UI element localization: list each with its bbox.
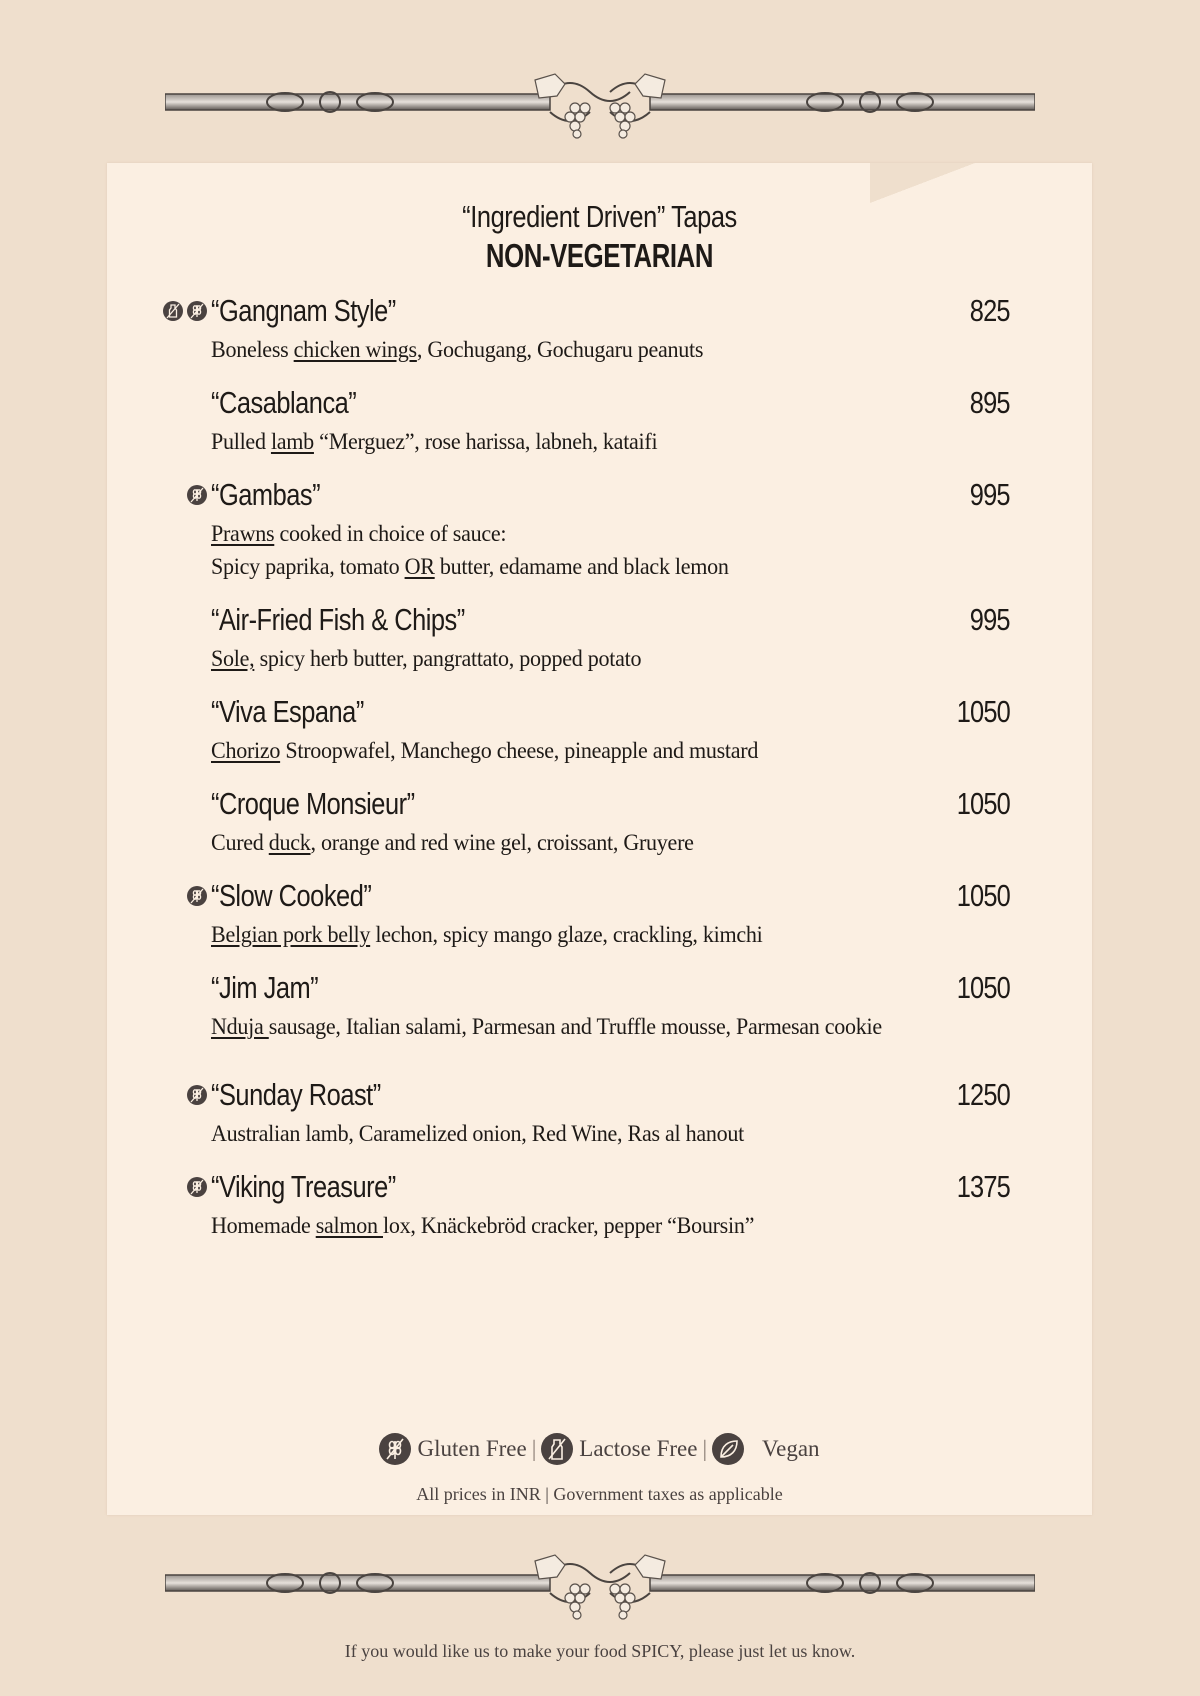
menu-item-description [211, 554, 729, 580]
menu-item-price: 1050 [956, 878, 1010, 913]
menu-item-price: 1250 [956, 1077, 1010, 1112]
highlighted-ingredient: Chorizo [211, 738, 281, 763]
legend-lactose-free-label: Lactose Free [579, 1436, 698, 1461]
top-ornament-divider [165, 72, 1035, 142]
menu-item-description [211, 1213, 754, 1239]
price-tax-note: All prices in INR | Government taxes as applicable [416, 1484, 783, 1504]
menu-item-description [211, 830, 694, 856]
legend-vegan-label: Vegan [762, 1436, 820, 1461]
legend-separator: | [531, 1436, 537, 1461]
menu-item-price: 1050 [956, 970, 1010, 1005]
highlighted-ingredient: lamb [270, 429, 314, 454]
menu-item-description [211, 429, 657, 455]
description-text: Stroopwafel, Manchego cheese, pineapple and mustard [280, 738, 759, 763]
highlighted-ingredient: chicken wings [293, 337, 417, 362]
menu-section-title: NON-VEGETARIAN [485, 237, 714, 274]
highlighted-ingredient: Sole, [211, 646, 255, 671]
gluten-free-icon [187, 886, 207, 906]
description-text: Homemade [211, 1213, 316, 1238]
dietary-icons [187, 1177, 207, 1197]
gluten-free-icon [187, 1085, 207, 1105]
highlighted-ingredient: Prawns [211, 521, 275, 546]
menu-item-name: “Gangnam Style” [211, 293, 396, 328]
menu-item-name: “Croque Monsieur” [211, 786, 415, 821]
highlighted-ingredient: duck [268, 830, 311, 855]
menu-item-price: 1050 [956, 694, 1010, 729]
highlighted-ingredient: Belgian pork belly [211, 922, 371, 947]
description-text: Pulled [211, 429, 271, 454]
menu-item-name: “Slow Cooked” [211, 878, 372, 913]
description-text: Cured [211, 830, 269, 855]
gluten-free-icon [379, 1433, 411, 1465]
description-text: Spicy paprika, tomato [211, 554, 405, 579]
menu-panel [107, 163, 1092, 1515]
menu-subtitle: “Ingredient Driven” Tapas [462, 199, 737, 234]
menu-item-price: 995 [970, 477, 1010, 512]
vine-ornament-icon [165, 72, 1035, 142]
menu-item-description [211, 738, 758, 764]
vegan-leaf-icon [712, 1433, 744, 1465]
dietary-icons [187, 1085, 207, 1105]
gluten-free-icon [187, 301, 207, 321]
menu-item-description [211, 521, 506, 547]
description-text: , orange and red wine gel, croissant, Gruyere [310, 830, 694, 855]
description-text: , Gochugang, Gochugaru peanuts [416, 337, 704, 362]
menu-item-name: “Jim Jam” [211, 970, 319, 1005]
menu-item-name: “Casablanca” [211, 385, 357, 420]
panel-notch [870, 163, 975, 203]
menu-item-name: “Viking Treasure” [211, 1169, 396, 1204]
menu-item-description [211, 337, 703, 363]
bottom-ornament-divider [165, 1553, 1035, 1623]
description-text: lechon, spicy mango glaze, crackling, kimchi [370, 922, 763, 947]
description-text: spicy herb butter, pangrattato, popped potato [254, 646, 642, 671]
menu-item-description [211, 1121, 744, 1147]
menu-item-price: 1050 [956, 786, 1010, 821]
dietary-icons [163, 301, 207, 321]
dietary-icons [187, 886, 207, 906]
menu-item-name: “Air-Fried Fish & Chips” [211, 602, 465, 637]
description-text: sausage, Italian salami, Parmesan and Truffle mousse, Parmesan cookie [268, 1014, 882, 1039]
description-text: cooked in choice of sauce: [274, 521, 507, 546]
menu-item-description [211, 922, 762, 948]
legend-separator: | [702, 1436, 708, 1461]
menu-item-name: “Gambas” [211, 477, 321, 512]
menu-item-price: 825 [970, 293, 1010, 328]
menu-item-description [211, 1014, 882, 1040]
lactose-free-icon [163, 301, 183, 321]
menu-item-price: 995 [970, 602, 1010, 637]
gluten-free-icon [187, 1177, 207, 1197]
dietary-legend [107, 1433, 1092, 1465]
dietary-icons [187, 485, 207, 505]
highlighted-ingredient: salmon [315, 1213, 384, 1238]
lactose-free-icon [541, 1433, 573, 1465]
menu-item-price: 1375 [956, 1169, 1010, 1204]
vine-ornament-icon [165, 1553, 1035, 1623]
description-text: “Merguez”, rose harissa, labneh, kataifi [313, 429, 658, 454]
description-text: lox, Knäckebröd cracker, pepper “Boursin” [383, 1213, 755, 1238]
menu-item-description [211, 646, 641, 672]
highlighted-ingredient: OR [404, 554, 435, 579]
description-text: Boneless [211, 337, 294, 362]
highlighted-ingredient: Nduja [211, 1014, 269, 1039]
description-text: Australian lamb, Caramelized onion, Red Wine, Ras al hanout [211, 1121, 744, 1146]
menu-item-price: 895 [970, 385, 1010, 420]
menu-item-name: “Sunday Roast” [211, 1077, 381, 1112]
gluten-free-icon [187, 485, 207, 505]
description-text: butter, edamame and black lemon [434, 554, 729, 579]
legend-gluten-free-label: Gluten Free [417, 1436, 527, 1461]
menu-item-name: “Viva Espana” [211, 694, 364, 729]
spicy-request-note: If you would like us to make your food SPICY, please just let us know. [344, 1641, 856, 1661]
